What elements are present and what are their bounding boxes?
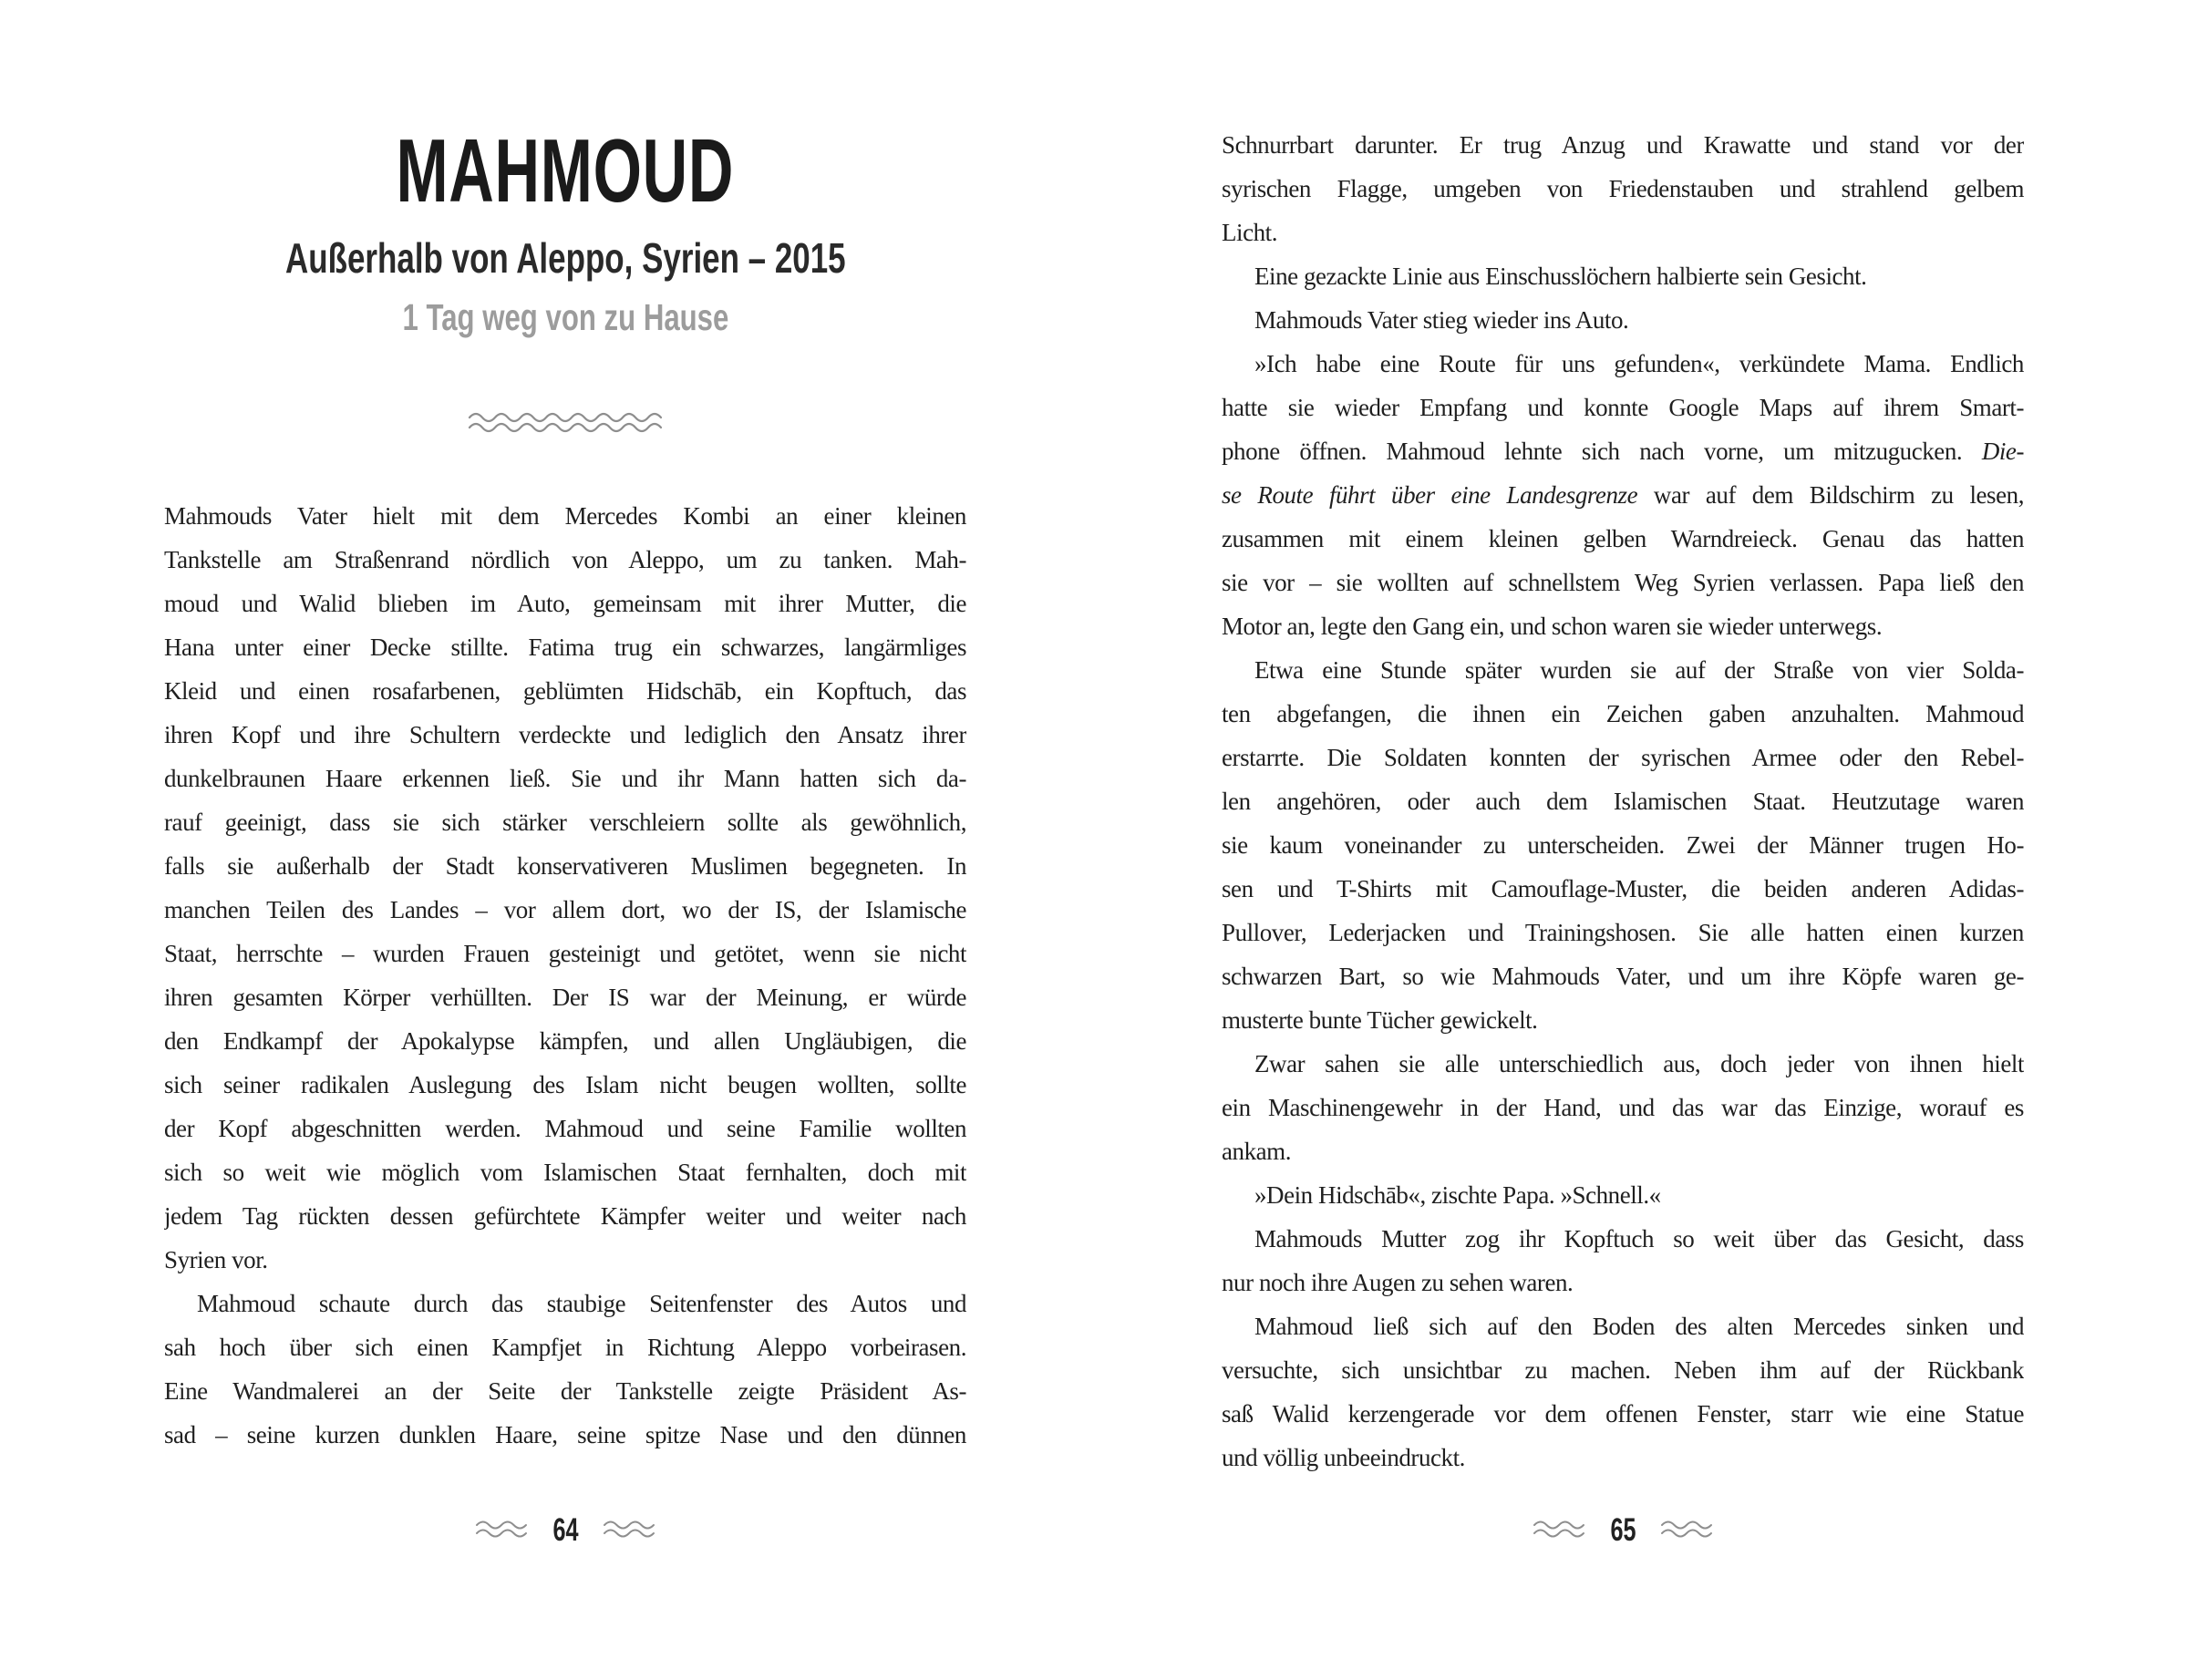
text-line: Tankstelle am Straßenrand nördlich von Aleppo, um zu tanken. Mah- bbox=[164, 546, 966, 573]
text-line: Eine Wandmalerei an der Seite der Tankstelle zeigte Präsident As- bbox=[164, 1377, 966, 1405]
text-line: »Dein Hidschāb«, zischte Papa. »Schnell.« bbox=[1254, 1181, 1661, 1209]
text-line: sen und T-Shirts mit Camouflage-Muster, die beiden anderen Adidas- bbox=[1222, 875, 2024, 902]
text-line: ankam. bbox=[1222, 1138, 1292, 1165]
text-line: moud und Walid blieben im Auto, gemeinsam mit ihrer Mutter, die bbox=[164, 590, 966, 617]
text-line: ein Maschinengewehr in der Hand, und das war das Einzige, worauf es bbox=[1222, 1094, 2024, 1121]
text-line: syrischen Flagge, umgeben von Friedenstauben und strahlend gelbem bbox=[1222, 175, 2024, 202]
text-line: den Endkampf der Apokalypse kämpfen, und allen Ungläubigen, die bbox=[164, 1027, 966, 1055]
footer-wave-right-icon bbox=[603, 1519, 655, 1541]
text-line: der Kopf abgeschnitten werden. Mahmoud und seine Familie wollten bbox=[164, 1115, 966, 1142]
text-line: versuchte, sich unsichtbar zu machen. Neben ihm auf der Rückbank bbox=[1222, 1356, 2024, 1384]
text-line: se Route führt über eine Landesgrenze war auf dem Bildschirm zu lesen, bbox=[1222, 481, 2024, 509]
text-line: Hana unter einer Decke stillte. Fatima trug ein schwarzes, langärmliges bbox=[164, 634, 966, 661]
text-line: saß Walid kerzengerade vor dem offenen Fenster, starr wie eine Statue bbox=[1222, 1400, 2024, 1427]
text-line: ihren gesamten Körper verhüllten. Der IS war der Meinung, er würde bbox=[164, 984, 966, 1011]
text-line: sah hoch über sich einen Kampfjet in Richtung Aleppo vorbeirasen. bbox=[164, 1334, 966, 1361]
page-number: 64 bbox=[552, 1511, 579, 1548]
chapter-subtitle-location bbox=[164, 235, 966, 282]
chapter-subtitle-location-text: Außerhalb von Aleppo, Syrien – 2015 bbox=[284, 234, 846, 282]
text-line: Eine gezackte Linie aus Einschusslöchern halbierte sein Gesicht. bbox=[1254, 263, 1867, 290]
text-line: Etwa eine Stunde später wurden sie auf der Straße von vier Solda- bbox=[1254, 656, 2024, 684]
text-line: sich so weit wie möglich vom Islamischen Staat fernhalten, doch mit bbox=[164, 1159, 966, 1186]
chapter-title bbox=[164, 120, 966, 221]
footer-wave-left-icon bbox=[1533, 1519, 1585, 1541]
page-footer-left bbox=[164, 1502, 966, 1557]
text-line: ihren Kopf und ihre Schultern verdeckte und lediglich den Ansatz ihrer bbox=[164, 721, 966, 748]
text-line: dunkelbraunen Haare erkennen ließ. Sie und ihr Mann hatten sich da- bbox=[164, 765, 966, 792]
text-line: ten abgefangen, die ihnen ein Zeichen gaben anzuhalten. Mahmoud bbox=[1222, 700, 2024, 727]
text-line: falls sie außerhalb der Stadt konservativeren Muslimen begegneten. In bbox=[164, 852, 966, 880]
text-line: sie kaum voneinander zu unterscheiden. Zwei der Männer trugen Ho- bbox=[1222, 831, 2024, 859]
text-line: sad – seine kurzen dunklen Haare, seine spitze Nase und den dünnen bbox=[164, 1421, 966, 1448]
text-line: Motor an, legte den Gang ein, und schon waren sie wieder unterwegs. bbox=[1222, 613, 1883, 640]
text-line: Staat, herrschte – wurden Frauen gesteinigt und getötet, wenn sie nicht bbox=[164, 940, 966, 967]
text-line: nur noch ihre Augen zu sehen waren. bbox=[1222, 1269, 1574, 1296]
text-line: erstarrte. Die Soldaten konnten der syrischen Armee oder den Rebel- bbox=[1222, 744, 2024, 771]
body-text-left bbox=[164, 494, 966, 1457]
text-line: zusammen mit einem kleinen gelben Warndreieck. Genau das hatten bbox=[1222, 525, 2024, 552]
text-line: len angehören, oder auch dem Islamischen Staat. Heutzutage waren bbox=[1222, 788, 2024, 815]
text-line: sie vor – sie wollten auf schnellstem Weg Syrien verlassen. Papa ließ den bbox=[1222, 569, 2024, 596]
text-line: und völlig unbeeindruckt. bbox=[1222, 1444, 1465, 1471]
page-right bbox=[1222, 0, 2024, 1680]
text-line: Zwar sahen sie alle unterschiedlich aus, doch jeder von ihnen hielt bbox=[1254, 1050, 2024, 1077]
footer-wave-left-icon bbox=[475, 1519, 528, 1541]
text-line: Mahmouds Vater stieg wieder ins Auto. bbox=[1254, 306, 1629, 334]
text-line: sich seiner radikalen Auslegung des Islam nicht beugen wollten, sollte bbox=[164, 1071, 966, 1098]
text-line: Mahmouds Vater hielt mit dem Mercedes Kombi an einer kleinen bbox=[164, 502, 966, 530]
text-line: phone öffnen. Mahmoud lehnte sich nach vorne, um mitzugucken. Die- bbox=[1222, 438, 2024, 465]
text-line: schwarzen Bart, so wie Mahmouds Vater, und um ihre Köpfe waren ge- bbox=[1222, 963, 2024, 990]
text-line: Pullover, Lederjacken und Trainingshosen. Sie alle hatten einen kurzen bbox=[1222, 919, 2024, 946]
wave-ornament-header bbox=[164, 410, 966, 438]
chapter-subtitle-time bbox=[164, 297, 966, 338]
chapter-subtitle-time-text: 1 Tag weg von zu Hause bbox=[402, 296, 728, 338]
text-line: Licht. bbox=[1222, 219, 1278, 246]
body-text-right bbox=[1222, 123, 2024, 1479]
page-footer-right bbox=[1222, 1502, 2024, 1557]
text-line: rauf geeinigt, dass sie sich stärker verschleiern sollte als gewöhnlich, bbox=[164, 809, 966, 836]
text-line: hatte sie wieder Empfang und konnte Google Maps auf ihrem Smart- bbox=[1222, 394, 2024, 421]
text-line: Mahmoud schaute durch das staubige Seitenfenster des Autos und bbox=[197, 1290, 966, 1317]
text-line: Kleid und einen rosafarbenen, geblümten Hidschāb, ein Kopftuch, das bbox=[164, 677, 966, 705]
text-line: jedem Tag rückten dessen gefürchtete Kämpfer weiter und weiter nach bbox=[164, 1202, 966, 1230]
text-line: »Ich habe eine Route für uns gefunden«, verkündete Mama. Endlich bbox=[1254, 350, 2024, 377]
text-line: Mahmouds Mutter zog ihr Kopftuch so weit über das Gesicht, dass bbox=[1254, 1225, 2024, 1252]
text-line: manchen Teilen des Landes – vor allem dort, wo der IS, der Islamische bbox=[164, 896, 966, 923]
page-left bbox=[164, 0, 966, 1680]
page-number: 65 bbox=[1609, 1511, 1636, 1548]
chapter-title-text: MAHMOUD bbox=[396, 120, 735, 221]
text-line: musterte bunte Tücher gewickelt. bbox=[1222, 1006, 1538, 1034]
text-line: Syrien vor. bbox=[164, 1246, 268, 1273]
footer-wave-right-icon bbox=[1660, 1519, 1713, 1541]
text-line: Schnurrbart darunter. Er trug Anzug und Krawatte und stand vor der bbox=[1222, 131, 2024, 159]
text-line: Mahmoud ließ sich auf den Boden des alten Mercedes sinken und bbox=[1254, 1313, 2024, 1340]
double-wave-icon bbox=[467, 410, 664, 438]
